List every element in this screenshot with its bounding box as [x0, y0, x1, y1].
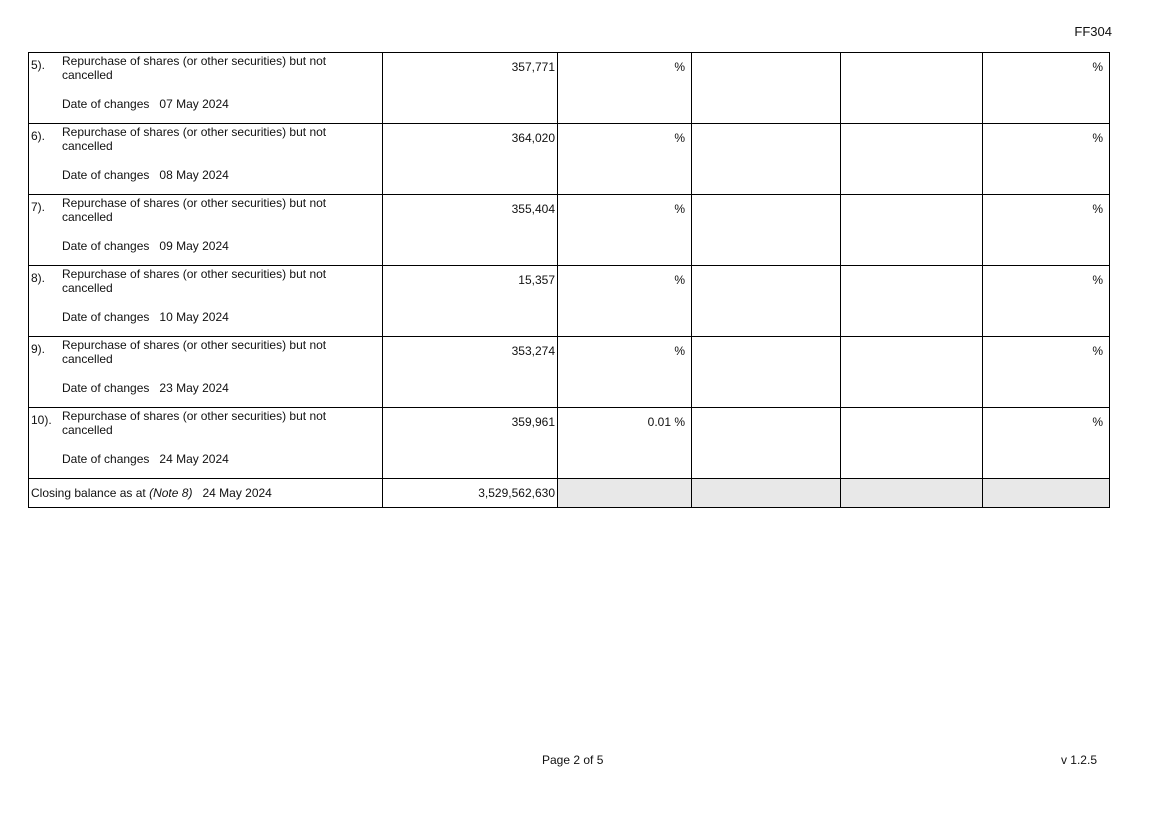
table-row: [29, 53, 1110, 124]
closing-date: 24 May 2024: [202, 486, 272, 500]
empty-cell: [841, 266, 983, 337]
row-index: 5).: [31, 58, 46, 72]
percentage: %: [558, 337, 692, 408]
row-description-cell: [29, 124, 383, 195]
row-description: Repurchase of shares (or other securities) but not cancelled: [62, 409, 327, 437]
percentage-2: %: [983, 195, 1110, 266]
row-description-cell: [29, 195, 383, 266]
percentage-2: %: [983, 266, 1110, 337]
row-index: 7).: [31, 200, 46, 214]
row-description-cell: [29, 337, 383, 408]
date-label: Date of changes: [62, 452, 150, 466]
percentage-2: %: [983, 124, 1110, 195]
date-label: Date of changes: [62, 239, 150, 253]
row-description-cell: [29, 266, 383, 337]
empty-cell: [692, 408, 841, 479]
date-value: 08 May 2024: [159, 168, 229, 182]
percentage: 0.01 %: [558, 408, 692, 479]
table-row: [29, 266, 1110, 337]
date-label: Date of changes: [62, 381, 150, 395]
empty-cell: [841, 53, 983, 124]
closing-balance-label: Closing balance as at: [31, 486, 146, 500]
table-row: [29, 124, 1110, 195]
empty-cell: [692, 266, 841, 337]
table-row: [29, 195, 1110, 266]
closing-balance-label-cell: [29, 479, 383, 508]
date-label: Date of changes: [62, 310, 150, 324]
share-count: 353,274: [383, 337, 558, 408]
share-count: 15,357: [383, 266, 558, 337]
row-description: Repurchase of shares (or other securities) but not cancelled: [62, 54, 327, 82]
row-index: 9).: [31, 342, 46, 356]
shaded-cell: [841, 479, 983, 508]
share-movement-table: [28, 52, 1110, 508]
empty-cell: [841, 408, 983, 479]
date-value: 09 May 2024: [159, 239, 229, 253]
row-description: Repurchase of shares (or other securities) but not cancelled: [62, 196, 327, 224]
date-of-changes: [62, 452, 229, 466]
percentage: %: [558, 124, 692, 195]
empty-cell: [841, 124, 983, 195]
date-of-changes: [62, 310, 229, 324]
row-description-cell: [29, 408, 383, 479]
empty-cell: [692, 337, 841, 408]
date-label: Date of changes: [62, 97, 150, 111]
empty-cell: [841, 195, 983, 266]
percentage-2: %: [983, 337, 1110, 408]
row-index: 8).: [31, 271, 46, 285]
row-description: Repurchase of shares (or other securities) but not cancelled: [62, 267, 327, 295]
percentage-2: %: [983, 408, 1110, 479]
percentage-2: %: [983, 53, 1110, 124]
empty-cell: [841, 337, 983, 408]
empty-cell: [692, 195, 841, 266]
date-value: 24 May 2024: [159, 452, 229, 466]
date-of-changes: [62, 239, 229, 253]
row-index: 10).: [31, 413, 52, 427]
shaded-cell: [558, 479, 692, 508]
share-count: 364,020: [383, 124, 558, 195]
percentage: %: [558, 266, 692, 337]
date-value: 23 May 2024: [159, 381, 229, 395]
version-label: v 1.2.5: [1060, 753, 1097, 767]
percentage: %: [558, 195, 692, 266]
shaded-cell: [983, 479, 1110, 508]
date-of-changes: [62, 168, 229, 182]
share-count: 357,771: [383, 53, 558, 124]
empty-cell: [692, 53, 841, 124]
closing-note: (Note 8): [149, 486, 193, 500]
percentage: %: [558, 53, 692, 124]
share-count: 355,404: [383, 195, 558, 266]
shaded-cell: [692, 479, 841, 508]
empty-cell: [692, 124, 841, 195]
date-of-changes: [62, 381, 229, 395]
row-description-cell: [29, 53, 383, 124]
form-code: FF304: [1074, 24, 1112, 39]
date-value: 07 May 2024: [159, 97, 229, 111]
table-row: [29, 337, 1110, 408]
row-description: Repurchase of shares (or other securities) but not cancelled: [62, 125, 327, 153]
table-row: [29, 408, 1110, 479]
row-index: 6).: [31, 129, 46, 143]
row-description: Repurchase of shares (or other securities) but not cancelled: [62, 338, 327, 366]
date-value: 10 May 2024: [159, 310, 229, 324]
page-number: Page 2 of 5: [542, 753, 604, 767]
share-count: 359,961: [383, 408, 558, 479]
closing-balance-row: [29, 479, 1110, 508]
date-of-changes: [62, 97, 229, 111]
date-label: Date of changes: [62, 168, 150, 182]
closing-balance-value: 3,529,562,630: [383, 479, 558, 508]
